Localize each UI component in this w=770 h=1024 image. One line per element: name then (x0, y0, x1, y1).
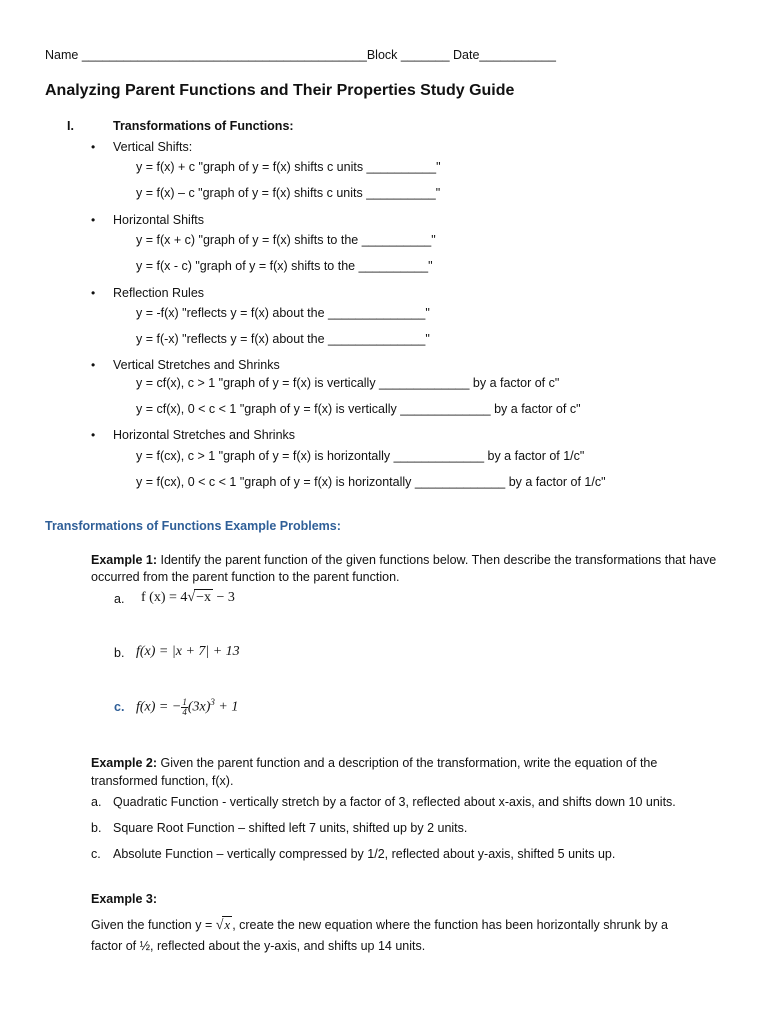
bullet-icon: • (91, 286, 96, 300)
fraction: $\frac{1}{4}$ (182, 696, 187, 717)
example-1c-letter: c. (114, 700, 125, 714)
example-3-line-2: factor of ½, reflected about the y-axis, and shifts up 14 units. (91, 939, 426, 953)
sqrt-icon: √ (215, 918, 224, 933)
group-label-horizontal-shifts: Horizontal Shifts (113, 213, 205, 227)
example-2-text: Given the parent function and a description of the transformation, write the equation of the transformed function, f(x). (91, 756, 658, 788)
rule-reflect-y-axis: y = f(-x) "reflects y = f(x) about the ______________" (136, 332, 430, 346)
example-1a-expression: f (x) = 4√−x − 3 (141, 590, 235, 605)
name-block-date-line: Name _________________________________________Block _______ Date___________ (45, 48, 556, 62)
rule-vertical-shrink: y = cf(x), 0 < c < 1 "graph of y = f(x) is vertically _____________ by a factor of c" (136, 402, 581, 416)
group-label-vertical-shifts: Vertical Shifts: (113, 140, 193, 154)
example-2a-text: Quadratic Function - vertically stretch by a factor of 3, reflected about x-axis, and shifts down 10 units. (113, 795, 676, 809)
example-1-label: Example 1: (91, 553, 158, 567)
rule-horizontal-shrink: y = f(cx), 0 < c < 1 "graph of y = f(x) is horizontally _____________ by a factor of 1/c" (136, 475, 606, 489)
section-numeral: I. (67, 119, 74, 133)
rule-horizontal-stretch: y = f(cx), c > 1 "graph of y = f(x) is horizontally _____________ by a factor of 1/c" (136, 449, 585, 463)
example-3-line-1: Given the function y = √x , create the new equation where the function has been horizontally shrunk by a (91, 917, 668, 933)
example-2b-letter: b. (91, 821, 102, 835)
example-1c-expression: f(x) = − $\frac{1}{4}$ $(3x)^3 + 1$ (136, 696, 239, 717)
rule-horizontal-shift-left: y = f(x + c) "graph of y = f(x) shifts to the __________" (136, 233, 436, 247)
example-1-text: Identify the parent function of the given functions below. Then describe the transformations that have occurred from the parent function to the parent function. (91, 553, 717, 584)
example-2-prompt (91, 754, 711, 790)
bullet-icon: • (91, 358, 96, 372)
example-2a-letter: a. (91, 795, 102, 809)
group-label-vertical-stretches: Vertical Stretches and Shrinks (113, 358, 280, 372)
bullet-icon: • (91, 140, 96, 154)
example-2c-text: Absolute Function – vertically compressed by 1/2, reflected about y-axis, shifted 5 units up. (113, 847, 616, 861)
example-1b-expression: f(x) = |x + 7| + 13 (136, 644, 240, 659)
example-2c-letter: c. (91, 847, 101, 861)
rule-vertical-shift-up: y = f(x) + c "graph of y = f(x) shifts c units __________" (136, 160, 441, 174)
page-title: Analyzing Parent Functions and Their Properties Study Guide (45, 82, 515, 99)
example-3-label: Example 3: (91, 892, 158, 906)
example-1b-letter: b. (114, 646, 125, 660)
rule-reflect-x-axis: y = -f(x) "reflects y = f(x) about the ______________" (136, 306, 430, 320)
example-2b-text: Square Root Function – shifted left 7 units, shifted up by 2 units. (113, 821, 468, 835)
bullet-icon: • (91, 213, 96, 227)
rule-vertical-stretch: y = cf(x), c > 1 "graph of y = f(x) is vertically _____________ by a factor of c" (136, 376, 560, 390)
section-heading: Transformations of Functions: (113, 119, 294, 133)
group-label-reflection-rules: Reflection Rules (113, 286, 205, 300)
rule-vertical-shift-down: y = f(x) – c "graph of y = f(x) shifts c units __________" (136, 186, 441, 200)
example-1-prompt (91, 552, 731, 586)
example-2-label: Example 2: (91, 756, 158, 770)
rule-horizontal-shift-right: y = f(x - c) "graph of y = f(x) shifts to the __________" (136, 259, 433, 273)
sqrt-icon: √ (187, 590, 196, 605)
group-label-horizontal-stretches: Horizontal Stretches and Shrinks (113, 428, 296, 442)
examples-heading: Transformations of Functions Example Problems: (45, 519, 341, 533)
example-1a-letter: a. (114, 592, 125, 606)
bullet-icon: • (91, 428, 96, 442)
